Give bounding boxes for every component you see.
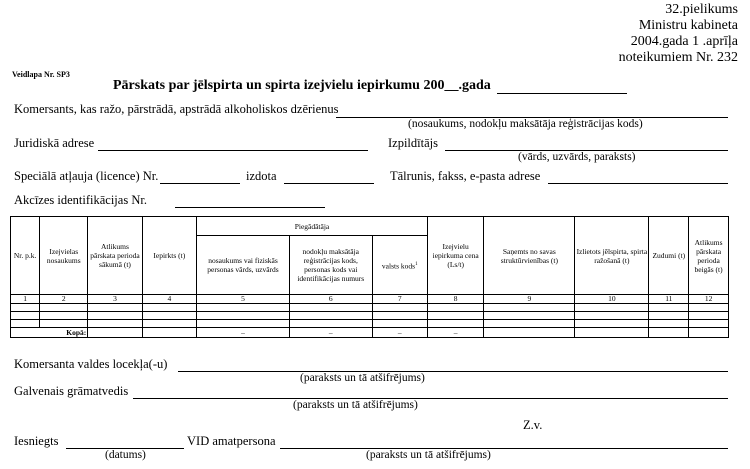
column-number: 8 [427, 295, 483, 304]
issued-label: izdota [246, 169, 277, 183]
excise-field[interactable] [175, 207, 325, 208]
executor-hint: (vārds, uzvārds, paraksts) [518, 151, 636, 163]
col-header-received: Saņemts no savas struktūrvienības (t) [484, 217, 575, 295]
merchant-label: Komersants, kas ražo, pārstrādā, apstrādā alkoholiskos dzērienus [14, 102, 339, 116]
total-row [11, 328, 729, 338]
column-number: 6 [290, 295, 373, 304]
col-header-nr: Nr. p.k. [11, 217, 40, 295]
column-number: 5 [197, 295, 290, 304]
column-number: 9 [484, 295, 575, 304]
col-header-used: Izlietots jēlspirta, spirta ražošanā (t) [575, 217, 649, 295]
column-number: 1 [11, 295, 40, 304]
column-number: 10 [575, 295, 649, 304]
total-dash: – [197, 328, 290, 338]
regulation-date: 2004.gada 1 .aprīļa [630, 34, 738, 49]
footnote-mark: 1 [415, 261, 418, 267]
vid-hint: (paraksts un tā atšifrējums) [366, 449, 491, 461]
column-number: 7 [372, 295, 427, 304]
column-number: 11 [649, 295, 689, 304]
regulation-number: noteikumiem Nr. 232 [618, 50, 738, 65]
column-number: 12 [689, 295, 729, 304]
date-hint: (datums) [105, 449, 146, 461]
board-label: Komersanta valdes locekļa(-u) [14, 357, 168, 371]
total-dash: – [290, 328, 373, 338]
license-label: Speciālā atļauja (licence) Nr. [14, 169, 159, 183]
contacts-field[interactable] [548, 183, 728, 184]
license-field[interactable] [160, 183, 240, 184]
board-hint: (paraksts un tā atšifrējums) [300, 372, 425, 384]
col-header-purchased: Iepirkts (t) [142, 217, 196, 295]
cabinet-label: Ministru kabineta [638, 18, 738, 33]
col-header-closing-balance: Atlikums pārskata perioda beigās (t) [689, 217, 729, 295]
table-row[interactable] [11, 320, 729, 328]
column-number: 4 [142, 295, 196, 304]
contacts-label: Tālrunis, fakss, e-pasta adrese [390, 169, 541, 183]
col-header-supplier-group: Piegādātāja [197, 217, 428, 236]
address-label: Juridiskā adrese [14, 136, 95, 150]
vid-signature-field[interactable] [280, 448, 728, 449]
excise-label: Akcīzes identifikācijas Nr. [14, 193, 147, 207]
col-header-losses: Zudumi (t) [649, 217, 689, 295]
column-number: 2 [40, 295, 88, 304]
column-number-row [11, 295, 729, 304]
vid-label: VID amatpersona [187, 434, 276, 448]
col-header-country-code [372, 236, 427, 295]
table-row[interactable] [11, 304, 729, 312]
total-label: Kopā: [11, 328, 88, 338]
submitted-label: Iesniegts [14, 434, 59, 448]
issued-field[interactable] [284, 183, 374, 184]
col-header-supplier-code: nodokļu maksātāja reģistrācijas kods, personas kods vai identifikācijas numurs [290, 236, 373, 295]
accountant-label: Galvenais grāmatvedis [14, 384, 129, 398]
stamp-label: Z.v. [523, 418, 543, 432]
page-title: Pārskats par jēlspirta un spirta izejvielu iepirkumu 200__.gada [113, 78, 491, 93]
form-id: Veidlapa Nr. SP3 [12, 70, 70, 79]
column-number: 3 [88, 295, 142, 304]
year-line[interactable] [497, 93, 627, 94]
total-dash: – [372, 328, 427, 338]
accountant-signature-field[interactable] [133, 398, 728, 399]
total-dash: – [427, 328, 483, 338]
col-header-opening-balance: Atlikums pārskata perioda sākumā (t) [88, 217, 142, 295]
board-signature-field[interactable] [178, 371, 728, 372]
table-row[interactable] [11, 312, 729, 320]
purchase-table [10, 216, 729, 338]
address-field[interactable] [98, 150, 368, 151]
country-code-label: valsts kods [381, 261, 416, 271]
col-header-supplier-name: nosaukums vai fiziskās personas vārds, uzvārds [197, 236, 290, 295]
col-header-price: Izejvielu iepirkuma cena (Ls/t) [427, 217, 483, 295]
accountant-hint: (paraksts un tā atšifrējums) [293, 399, 418, 411]
annex-number: 32.pielikums [665, 2, 738, 17]
col-header-material: Izejvielas nosaukums [40, 217, 88, 295]
merchant-hint: (nosaukums, nodokļu maksātāja reģistrācijas kods) [408, 118, 643, 130]
executor-label: Izpildītājs [388, 136, 438, 150]
